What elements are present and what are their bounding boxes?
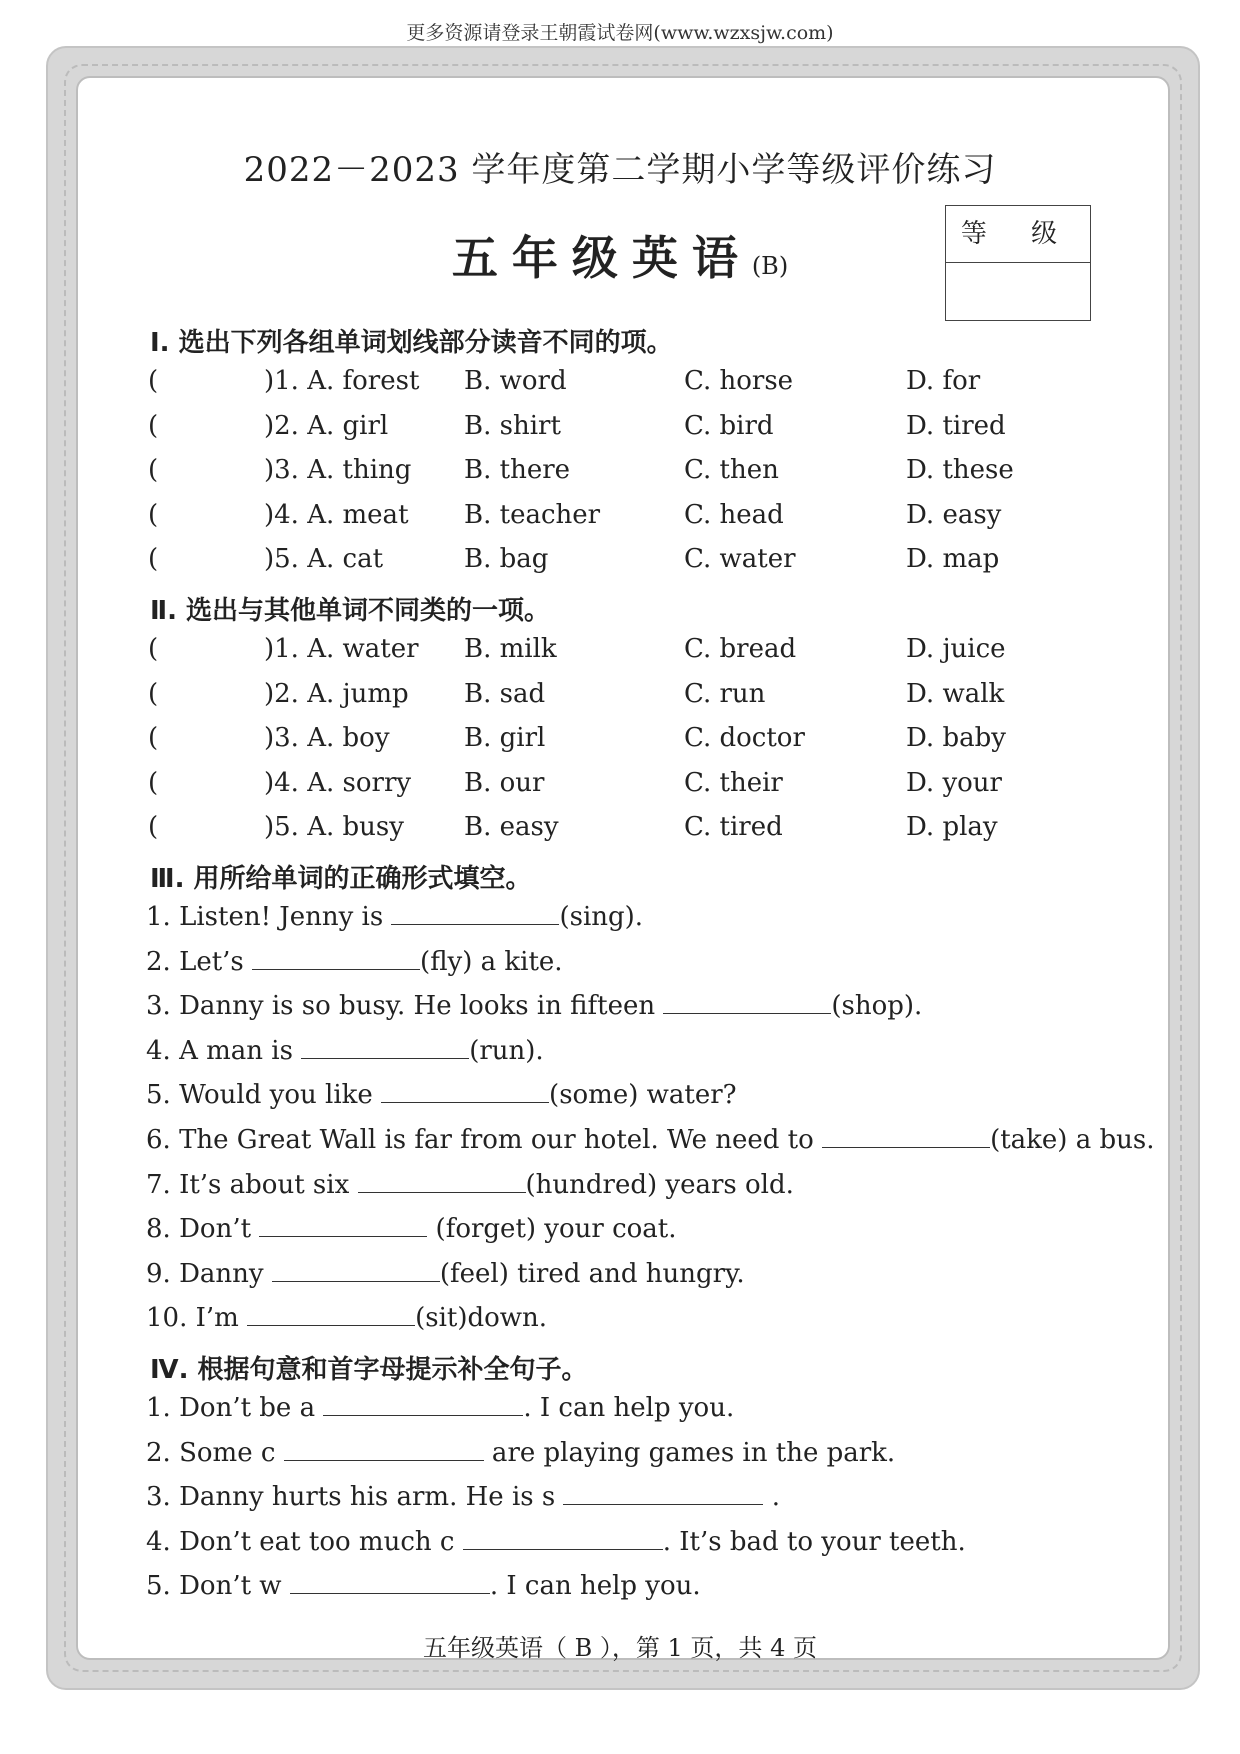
answer-paren[interactable]: ( — [148, 544, 159, 575]
fill-blank-row — [146, 1259, 745, 1289]
option-c: C. their — [684, 767, 783, 798]
option-c: C. run — [684, 678, 766, 709]
sentence-start: 6. The Great Wall is far from our hotel. We need to — [146, 1125, 823, 1155]
answer-blank[interactable] — [272, 1259, 440, 1282]
exam-title: 2022－2023 学年度第二学期小学等级评价练习 — [243, 150, 997, 190]
answer-paren[interactable]: ( — [148, 678, 159, 709]
answer-paren[interactable]: ( — [148, 410, 159, 441]
option-b: B. shirt — [464, 410, 561, 441]
fill-blank-row — [146, 947, 563, 977]
fill-blank-row — [146, 1170, 794, 1200]
grade-value-cell[interactable] — [946, 263, 1090, 319]
subject-name: 五年级英语 — [451, 231, 752, 285]
sentence-start: 4. Don’t eat too much c — [146, 1526, 463, 1557]
option-a: )1. A. water — [264, 634, 419, 664]
top-note: 更多资源请登录王朝霞试卷网(www.wzxsjw.com) — [406, 22, 834, 44]
option-d: D. baby — [906, 723, 1006, 754]
fill-blank-row — [146, 1393, 734, 1423]
option-a: )3. A. thing — [264, 455, 412, 486]
sentence-start: 7. It’s about six — [146, 1169, 358, 1200]
answer-paren[interactable]: ( — [148, 812, 159, 843]
answer-blank[interactable] — [247, 1303, 415, 1326]
answer-paren[interactable]: ( — [148, 723, 159, 754]
fill-blank-row — [146, 1527, 966, 1557]
sentence-start: 2. Some c — [146, 1437, 284, 1468]
sentence-start: 3. Danny hurts his arm. He is s — [146, 1482, 564, 1513]
option-d: D. play — [906, 812, 998, 843]
sentence-end: are playing games in the park. — [483, 1437, 896, 1468]
fill-blank-row — [146, 1036, 544, 1066]
answer-blank[interactable] — [252, 947, 420, 970]
option-d: D. your — [906, 767, 1002, 798]
answer-blank[interactable] — [381, 1080, 549, 1103]
fill-blank-row — [146, 1214, 677, 1244]
section-2-title: Ⅱ. 选出与其他单词不同类的一项。 — [150, 596, 551, 626]
sentence-end: (fly) a kite. — [420, 946, 563, 977]
option-c: C. doctor — [684, 723, 805, 754]
sentence-start: 1. Listen! Jenny is — [146, 902, 392, 932]
fill-blank-row — [146, 902, 643, 932]
option-a: )3. A. boy — [264, 723, 390, 754]
option-a: )1. A. forest — [264, 366, 420, 396]
sentence-end: (forget) your coat. — [427, 1214, 677, 1245]
sentence-end: . I can help you. — [489, 1571, 701, 1602]
fill-blank-row — [146, 1571, 701, 1601]
option-c: C. tired — [684, 812, 783, 843]
answer-blank[interactable] — [284, 1438, 484, 1461]
option-d: D. these — [906, 455, 1014, 486]
page-footer: 五年级英语（ B ），第 1 页，共 4 页 — [423, 1634, 817, 1662]
question-row — [148, 723, 1108, 763]
fill-blank-row — [146, 1125, 1154, 1155]
answer-paren[interactable]: ( — [148, 634, 159, 664]
answer-blank[interactable] — [563, 1482, 763, 1505]
sentence-start: 3. Danny is so busy. He looks in fifteen — [146, 991, 664, 1022]
sentence-end: . — [763, 1482, 781, 1513]
fill-blank-row — [146, 1438, 895, 1468]
grade-label: 等 级 — [946, 206, 1090, 263]
question-row — [148, 679, 1108, 719]
option-d: D. map — [906, 544, 1000, 575]
option-a: )5. A. busy — [264, 812, 404, 843]
option-d: D. for — [906, 366, 981, 396]
sentence-end: . It’s bad to your teeth. — [662, 1526, 966, 1557]
question-row — [148, 544, 1108, 584]
answer-blank[interactable] — [358, 1170, 526, 1193]
option-a: )2. A. girl — [264, 410, 389, 441]
option-b: B. milk — [464, 634, 557, 664]
option-b: B. bag — [464, 544, 549, 575]
option-b: B. there — [464, 455, 571, 486]
sentence-start: 10. I’m — [146, 1303, 248, 1334]
fill-blank-row — [146, 1303, 547, 1333]
grade-box — [945, 205, 1091, 321]
option-b: B. sad — [464, 678, 546, 709]
option-c: C. then — [684, 455, 779, 486]
sentence-end: (feel) tired and hungry. — [439, 1258, 745, 1289]
option-b: B. easy — [464, 812, 559, 843]
sentence-end: (shop). — [831, 991, 923, 1022]
question-row — [148, 411, 1108, 451]
fill-blank-row — [146, 1482, 780, 1512]
option-a: )4. A. meat — [264, 499, 409, 530]
sentence-end: (run). — [469, 1035, 544, 1066]
sentence-end: (some) water? — [549, 1080, 737, 1111]
sentence-start: 8. Don’t — [146, 1214, 260, 1245]
option-c: C. head — [684, 499, 784, 530]
option-c: C. bread — [684, 634, 797, 664]
answer-blank[interactable] — [290, 1571, 490, 1594]
sentence-start: 5. Don’t w — [146, 1571, 290, 1602]
answer-blank[interactable] — [301, 1036, 469, 1059]
answer-blank[interactable] — [259, 1214, 427, 1237]
option-a: )5. A. cat — [264, 544, 384, 575]
answer-paren[interactable]: ( — [148, 455, 159, 486]
sentence-start: 9. Danny — [146, 1258, 272, 1289]
answer-blank[interactable] — [822, 1125, 990, 1148]
answer-paren[interactable]: ( — [148, 499, 159, 530]
question-row — [148, 812, 1108, 852]
sentence-end: (hundred) years old. — [525, 1169, 794, 1200]
answer-paren[interactable]: ( — [148, 767, 159, 798]
question-row — [148, 455, 1108, 495]
option-c: C. bird — [684, 410, 774, 441]
sentence-start: 4. A man is — [146, 1035, 302, 1066]
answer-blank[interactable] — [463, 1527, 663, 1550]
option-c: C. water — [684, 544, 796, 575]
question-row — [148, 634, 1108, 674]
answer-paren[interactable]: ( — [148, 366, 159, 396]
sentence-start: 1. Don’t be a — [146, 1393, 324, 1423]
sentence-end: . I can help you. — [523, 1393, 735, 1423]
section-3-title: Ⅲ. 用所给单词的正确形式填空。 — [150, 864, 532, 894]
option-b: B. girl — [464, 723, 546, 754]
option-b: B. word — [464, 366, 567, 396]
option-b: B. teacher — [464, 499, 601, 530]
option-a: )4. A. sorry — [264, 767, 412, 798]
section-4-title: Ⅳ. 根据句意和首字母提示补全句子。 — [150, 1355, 588, 1385]
question-row — [148, 768, 1108, 808]
question-row — [148, 366, 1108, 406]
answer-blank[interactable] — [323, 1393, 523, 1416]
option-c: C. horse — [684, 366, 794, 396]
question-row — [148, 500, 1108, 540]
answer-blank[interactable] — [391, 902, 559, 925]
option-d: D. juice — [906, 634, 1006, 664]
subject-suffix: (B) — [751, 252, 789, 280]
sentence-start: 5. Would you like — [146, 1080, 382, 1111]
fill-blank-row — [146, 991, 922, 1021]
option-d: D. walk — [906, 678, 1005, 709]
sentence-end: (sit)down. — [415, 1303, 548, 1334]
option-b: B. our — [464, 767, 545, 798]
option-a: )2. A. jump — [264, 678, 409, 709]
sentence-end: (sing). — [559, 902, 644, 932]
fill-blank-row — [146, 1080, 737, 1110]
option-d: D. tired — [906, 410, 1006, 441]
option-d: D. easy — [906, 499, 1002, 530]
section-1-title: Ⅰ. 选出下列各组单词划线部分读音不同的项。 — [150, 328, 673, 358]
sentence-start: 2. Let’s — [146, 946, 253, 977]
sentence-end: (take) a bus. — [990, 1125, 1155, 1155]
answer-blank[interactable] — [663, 991, 831, 1014]
